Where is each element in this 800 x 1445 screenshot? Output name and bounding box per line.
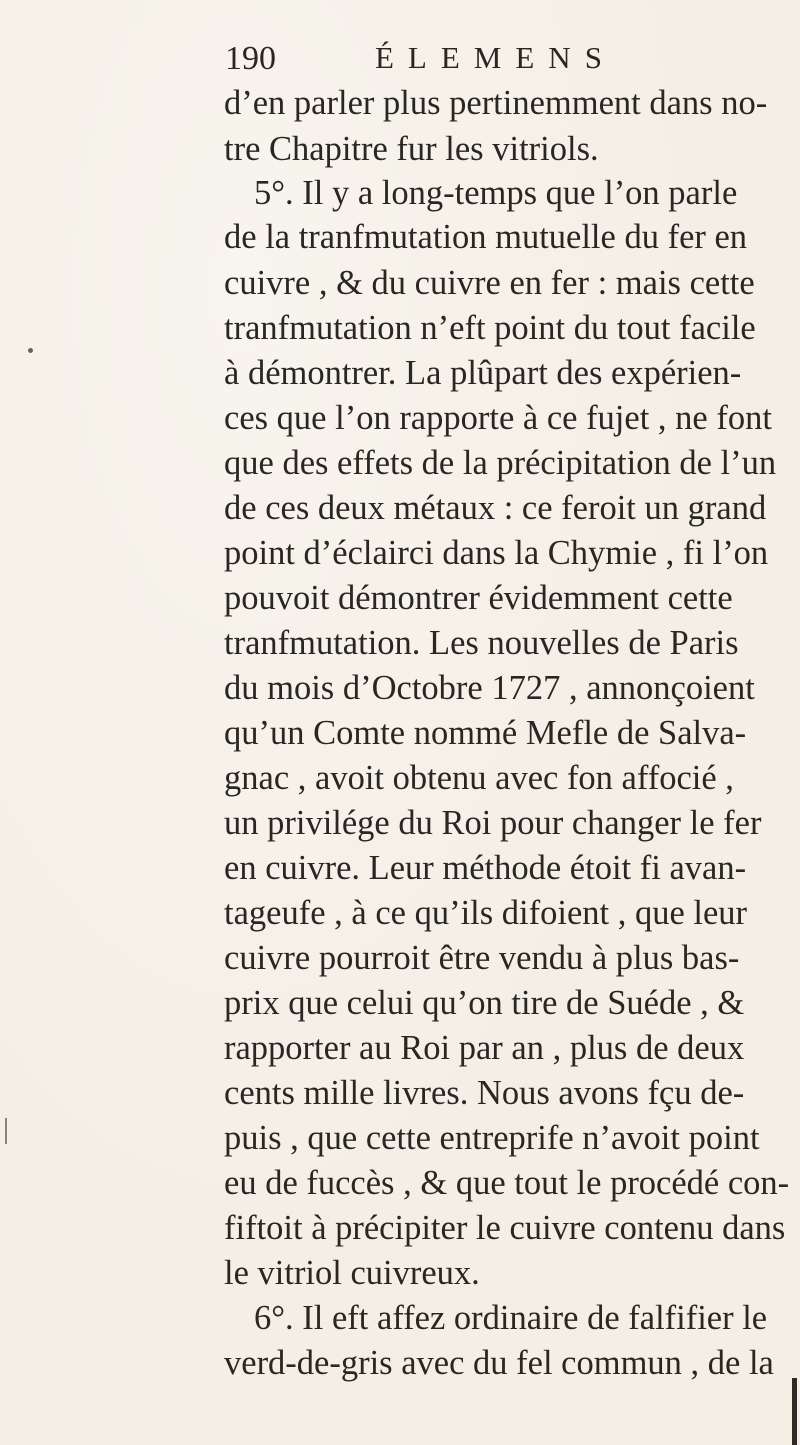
text-line: pouvoit démontrer évidemment cette — [224, 579, 733, 617]
margin-mark — [5, 1118, 7, 1144]
ink-speck — [28, 348, 33, 353]
text-line: de ces deux métaux : ce feroit un grand — [224, 489, 767, 527]
text-line: fiftoit à précipiter le cuivre contenu dans — [224, 1209, 786, 1247]
text-line: verd-de-gris avec du fel commun , de la — [224, 1344, 774, 1382]
text-line: du mois d’Octobre 1727 , annonçoient — [224, 669, 755, 707]
text-line: 5°. Il y a long-temps que l’on parle — [254, 174, 738, 212]
text-line: un privilége du Roi pour changer le fer — [224, 804, 762, 842]
text-line: prix que celui qu’on tire de Suéde , & — [224, 984, 745, 1022]
text-line: d’en parler plus pertinemment dans no- — [224, 84, 768, 122]
text-line: qu’un Comte nommé Mefle de Salva- — [224, 714, 747, 752]
text-line: le vitriol cuivreux. — [224, 1254, 480, 1292]
text-line: eu de fuccès , & que tout le procédé con- — [224, 1164, 790, 1202]
page-edge-shadow — [792, 1378, 797, 1445]
text-line: rapporter au Roi par an , plus de deux — [224, 1029, 745, 1067]
text-line: que des effets de la précipitation de l’un — [224, 444, 777, 482]
text-line: cuivre , & du cuivre en fer : mais cette — [224, 264, 755, 302]
text-line: cents mille livres. Nous avons fçu de- — [224, 1074, 745, 1112]
running-title: ÉLEMENS — [375, 40, 616, 75]
text-line: ces que l’on rapporte à ce fujet , ne font — [224, 399, 772, 437]
page-number: 190 — [225, 40, 276, 77]
text-line: point d’éclairci dans la Chymie , fi l’on — [224, 534, 769, 572]
text-line: gnac , avoit obtenu avec fon affocié , — [224, 759, 734, 797]
text-line: 6°. Il eft affez ordinaire de falfifier le — [254, 1299, 768, 1337]
text-line: de la tranfmutation mutuelle du fer en — [224, 218, 748, 256]
text-line: cuivre pourroit être vendu à plus bas- — [224, 939, 740, 977]
text-line: tranfmutation. Les nouvelles de Paris — [224, 624, 739, 662]
text-line: tre Chapitre fur les vitriols. — [224, 130, 599, 168]
text-line: puis , que cette entreprife n’avoit point — [224, 1119, 760, 1157]
text-line: à démontrer. La plûpart des expérien- — [224, 354, 742, 392]
text-line: tranfmutation n’eft point du tout facile — [224, 309, 756, 347]
text-line: tageufe , à ce qu’ils difoient , que leur — [224, 894, 748, 932]
text-line: en cuivre. Leur méthode étoit fi avan- — [224, 849, 747, 887]
